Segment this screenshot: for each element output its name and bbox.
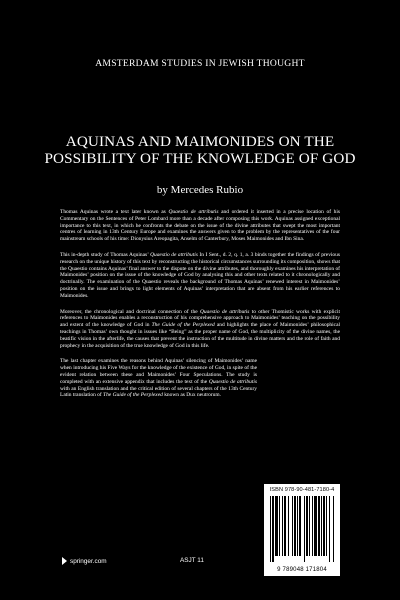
italic-title-text: Quaestio de attributis — [208, 378, 258, 385]
blurb — [60, 209, 340, 408]
barcode-bar — [288, 496, 289, 556]
publisher-site-label: springer.com — [70, 557, 107, 565]
barcode-bar — [306, 496, 308, 556]
barcode-bar — [279, 496, 280, 556]
isbn-barcode — [264, 484, 340, 576]
series-code: ASJT 11 — [180, 557, 204, 564]
barcode-bar — [314, 496, 317, 556]
barcode-bar — [333, 496, 334, 562]
isbn-label: ISBN 978-90-481-7180-4 — [269, 487, 335, 493]
barcode-bar — [326, 496, 327, 556]
arrow-right-icon — [61, 557, 68, 565]
blurb-paragraph — [60, 252, 340, 300]
paragraph-text: and highlights the place of Maimonides’ philosophical teachings in Thomas’ own thought in issues like “Being” as the proper name of God, the multiplicity of the divine names, the beatific vision in the afterlife, the causes that prevent the instruction of the multitude in divine matters and the role of faith and prophecy in the acquisition of the true knowledge of God in this life. — [60, 322, 340, 349]
paragraph-text: known as Dux neutrorum. — [162, 392, 221, 399]
paragraph-text: In I Sent., d. 2, q. 1, a. 3 binds together the findings of previous research on the unique history of this text by reconstructing the historical circumstances surrounding its composition, shows that the Quaestio contains Aquinas’ final answer to the dispute on the divine attributes, and thoroughly examines his interpretation of Maimonides’ position on the issue of the knowledge of God by analysing this and other texts related to it chronologically and doctrinally. The examination of the Quaestio reveals the background of Thomas Aquinas’ renewed interest in Maimonides’ position on the issue and brings to light elements of Aquinas’ interpretation that are absent from his earlier references to Maimonides. — [60, 251, 340, 299]
italic-title-text: Quaestio de attributis — [168, 209, 219, 215]
barcode-bar — [270, 496, 271, 562]
barcode-bar — [294, 496, 296, 556]
blurb-paragraph — [60, 209, 340, 243]
barcode-bar — [292, 496, 293, 556]
paragraph-text: Moreover, the chronological and doctrinal connection of the — [60, 308, 200, 315]
barcode-bar — [299, 496, 301, 556]
italic-title-text: Quaestio de attributis — [150, 251, 198, 258]
paragraph-text: to other Thomistic works with explicit references to Maimonides enables a reconstruction of his comprehensive approach to Maimonides’ teaching on the possibility and extent of the knowledge of God in — [60, 308, 340, 329]
blurb-paragraph — [60, 358, 257, 399]
paragraph-text: The last chapter examines the reasons behind Aquinas’ silencing of Maimonides’ name when introducing his Five Ways for the knowledge of the existence of God, in spite of the evident relation between these and Maimonides’ Four Speculations. The study is completed with an extensive appendix that includes the text of the — [60, 358, 257, 385]
barcode-bar — [323, 496, 325, 556]
paragraph-text: with an English translation and the critical edition of several chapters of the 13th Century Latin translation of — [60, 385, 257, 399]
series-title: AMSTERDAM STUDIES IN JEWISH THOUGHT — [95, 58, 305, 69]
blurb-paragraph — [60, 309, 340, 350]
italic-title-text: The Guide of the Perplexed — [151, 322, 215, 329]
barcode-bar — [282, 496, 283, 556]
barcode-digits: 9 789048 171804 — [277, 567, 327, 573]
italic-title-text: Quaestio de attributis — [200, 308, 250, 315]
barcode-bar — [312, 496, 313, 556]
book-title — [20, 133, 380, 167]
barcode-bar — [272, 496, 274, 562]
barcode-bar — [309, 496, 310, 556]
barcode-icon — [270, 496, 334, 562]
author-line: by Mercedes Rubio — [156, 184, 244, 196]
barcode-bar — [321, 496, 322, 556]
barcode-bar — [275, 496, 278, 556]
paragraph-text: This in-depth study of Thomas Aquinas’ — [60, 251, 151, 258]
barcode-bar — [284, 496, 286, 556]
barcode-bar — [297, 496, 298, 556]
italic-title-text: The Guide of the Perplexed — [103, 392, 163, 399]
book-title-line-1: AQUINAS AND MAIMONIDES ON THE — [65, 133, 335, 150]
paragraph-text: Thomas Aquinas wrote a text later known as — [60, 209, 169, 215]
barcode-bar — [329, 496, 330, 562]
book-title-line-2: POSSIBILITY OF THE KNOWLEDGE OF GOD — [44, 150, 356, 167]
publisher-link[interactable] — [61, 557, 107, 565]
barcode-bar — [304, 496, 305, 562]
paragraph-text: and ordered it inserted in a precise location of his Commentary on the Sentences of Peter Lombard more than a decade after composing this work. Aquinas assigned exceptional importance to this text, in which he confronts the debate on the issue of the divine attributes that swept the most important centres of learning in 13th Century Europe and examines the answers given to the problem by the representatives of the four mainstream schools of his time: Dionysius Areopagita, Anselm of Canterbury, Moses Maimonides and Ibn Sina. — [60, 209, 340, 243]
barcode-bar — [318, 496, 320, 556]
